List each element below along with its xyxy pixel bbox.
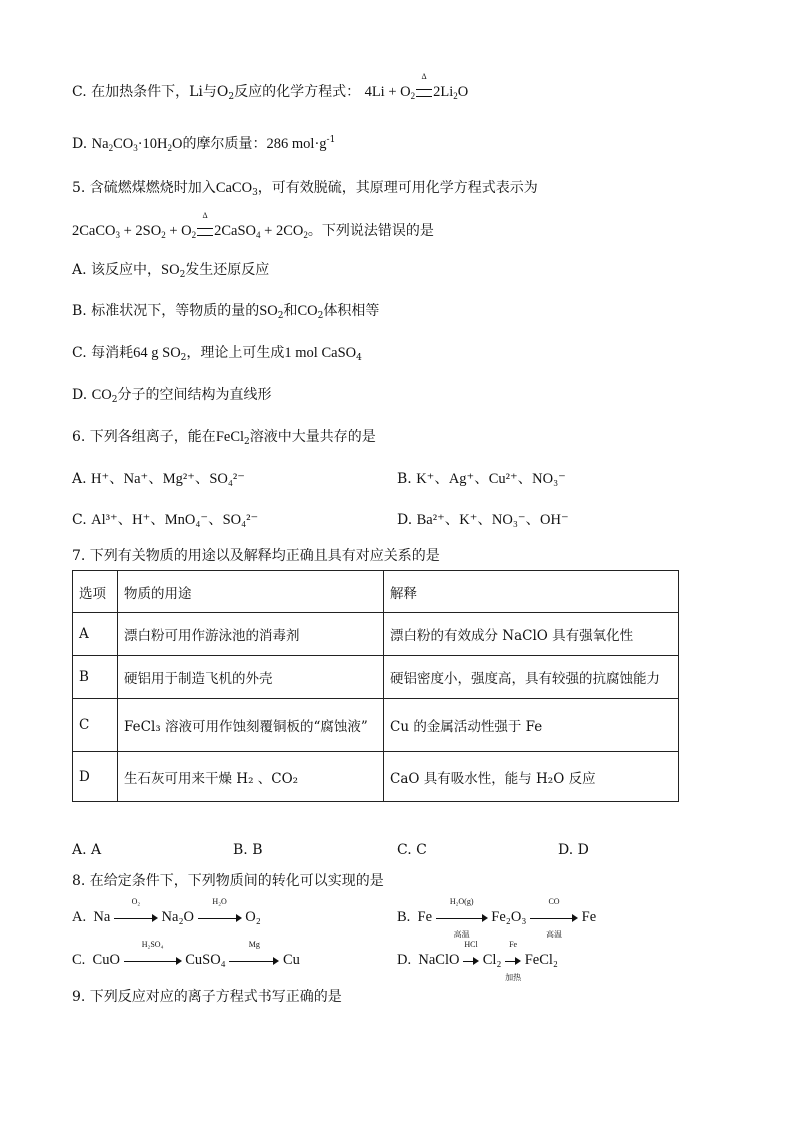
- formula: CO: [91, 387, 112, 403]
- formula: [92, 136, 183, 152]
- subscript: 4: [256, 230, 261, 240]
- table-cell: 漂白粉可用作游泳池的消毒剂: [118, 613, 384, 656]
- species: NaClO: [418, 952, 460, 968]
- table-cell: C: [73, 699, 118, 752]
- species: FeCl₂: [524, 952, 558, 968]
- table-cell: B: [73, 656, 118, 699]
- ion-list: H⁺、Na⁺、Mg²⁺、SO₄²⁻: [91, 471, 245, 487]
- species: Fe: [417, 909, 433, 925]
- table-cell: CaO 具有吸水性，能与 H₂O 反应: [384, 752, 679, 802]
- arrow-icon: [198, 913, 242, 923]
- table-cell: D: [73, 752, 118, 802]
- subscript: 2: [410, 91, 416, 101]
- option-text: 的摩尔质量：: [182, 136, 267, 152]
- arrow-icon: [530, 913, 578, 923]
- equation: [364, 71, 469, 101]
- option-label: C.: [72, 512, 87, 528]
- condition-top: O₂: [131, 896, 141, 906]
- subscript: 2: [180, 353, 187, 363]
- stem-text: 。下列说法错误的是: [307, 223, 434, 239]
- formula-part: O: [172, 136, 183, 152]
- subscript: 2: [453, 91, 458, 101]
- arrow-icon: [124, 956, 182, 966]
- subscript: 2: [228, 92, 235, 102]
- arrow-icon: [463, 956, 479, 966]
- eq-part: 2CaCO: [72, 223, 116, 239]
- formula: CO: [297, 303, 318, 319]
- q6-option-c: [72, 510, 258, 530]
- ion-list: Al³⁺、H⁺、MnO₄⁻、SO₄²⁻: [91, 512, 259, 528]
- q7-table: [72, 570, 679, 802]
- reaction-condition: [415, 71, 433, 103]
- q7-answer-b: B. B: [233, 842, 263, 858]
- species: Fe₂O₃: [491, 909, 527, 925]
- table-cell: Cu 的金属活动性强于 Fe: [384, 699, 679, 752]
- q7-answer-c: C. C: [397, 842, 427, 858]
- arrow-icon: [229, 956, 279, 966]
- question-8-stem: [72, 871, 384, 891]
- formula: FeCl: [215, 429, 245, 445]
- species: Cl₂: [482, 952, 502, 968]
- q5-option-d: [72, 385, 272, 405]
- eq-right: 2Li: [433, 84, 454, 100]
- option-c-heating-li: [72, 71, 469, 103]
- formula-part: CO: [113, 136, 134, 152]
- subscript: 3: [252, 188, 258, 198]
- option-label: A.: [72, 262, 87, 278]
- option-label: D.: [397, 952, 412, 968]
- species: CuO: [92, 952, 120, 968]
- question-5-stem: [72, 178, 538, 198]
- option-label: D.: [397, 512, 413, 528]
- formula: SO: [259, 303, 278, 319]
- condition-top: H₂O(g): [449, 896, 474, 906]
- condition-top: Δ: [202, 210, 208, 220]
- ion-list: K⁺、Ag⁺、Cu²⁺、NO₃⁻: [416, 471, 566, 487]
- species: CuSO₄: [185, 952, 226, 968]
- arrow-icon: [505, 956, 521, 966]
- condition-top: H₂O: [212, 896, 227, 906]
- formula: SO: [161, 262, 180, 278]
- option-label: D.: [72, 136, 88, 152]
- equals-sign: [416, 89, 432, 97]
- conversion-arrow: [436, 896, 488, 939]
- q6-option-a: [72, 469, 245, 489]
- option-label: B.: [397, 909, 411, 925]
- condition-top: CO: [548, 896, 560, 906]
- eq-part: + 2SO: [120, 223, 162, 239]
- stem-text: 5. 含硫燃煤燃烧时加入: [72, 180, 216, 196]
- species: Fe: [581, 909, 597, 925]
- formula: CaCO: [215, 180, 253, 196]
- conversion-arrow: [114, 896, 158, 928]
- condition-bottom: 加热: [505, 972, 522, 982]
- q6-option-d: [397, 510, 569, 530]
- q5-option-c: [72, 343, 362, 363]
- eq-part: 2CaSO: [214, 223, 257, 239]
- subscript: 2: [111, 395, 118, 405]
- eq-left: 4Li + O: [364, 84, 411, 100]
- table-row: [73, 752, 679, 802]
- subscript: 2: [244, 437, 250, 447]
- conversion-arrow: [198, 896, 242, 928]
- table-cell: A: [73, 613, 118, 656]
- table-cell: FeCl₃ 溶液可用作蚀刻覆铜板的“腐蚀液”: [118, 699, 384, 752]
- equals-sign: [197, 228, 213, 236]
- formula: 1 mol CaSO: [284, 345, 357, 361]
- q8-option-d: [397, 939, 558, 982]
- subscript: 2: [191, 230, 197, 240]
- subscript: 2: [317, 311, 324, 321]
- table-header: 解释: [384, 571, 679, 613]
- table-cell: 漂白粉的有效成分 NaClO 具有强氧化性: [384, 613, 679, 656]
- option-label: B.: [72, 303, 87, 319]
- species: O₂: [245, 909, 261, 925]
- eq-part: + 2CO: [260, 223, 304, 239]
- q8-option-b: [397, 896, 597, 939]
- conversion-arrow: [124, 939, 182, 971]
- value: 286 mol·g: [266, 136, 327, 152]
- question-9-stem: [72, 987, 342, 1007]
- condition-bottom: 高温: [546, 929, 563, 939]
- table-cell: 硬铝密度小，强度高，具有较强的抗腐蚀能力: [384, 656, 679, 699]
- option-label: C.: [72, 345, 87, 361]
- option-text: 该反应中，: [91, 262, 162, 278]
- q5-option-b: [72, 301, 379, 321]
- table-header: 选项: [73, 571, 118, 613]
- option-label: A.: [72, 471, 87, 487]
- subscript: 3: [115, 230, 120, 240]
- subscript: 2: [179, 270, 186, 280]
- option-label: A.: [72, 909, 87, 925]
- conversion-arrow: [463, 939, 479, 971]
- question-6-stem: [72, 427, 376, 447]
- eq-part: + O: [165, 223, 192, 239]
- arrow-icon: [114, 913, 158, 923]
- q8-option-a: [72, 896, 261, 928]
- option-text: ，理论上可生成: [186, 345, 285, 361]
- condition-top: Fe: [509, 939, 518, 949]
- option-label: C.: [72, 952, 86, 968]
- option-text: 体积相等: [323, 303, 380, 319]
- q7-answer-a: A. A: [72, 842, 102, 858]
- subscript: 2: [277, 311, 284, 321]
- option-text: 发生还原反应: [185, 262, 270, 278]
- subscript: 2: [167, 143, 173, 153]
- question-5-equation: [72, 210, 434, 242]
- condition-top: Δ: [421, 71, 427, 81]
- table-cell: 硬铝用于制造飞机的外壳: [118, 656, 384, 699]
- formula: 64 g SO: [133, 345, 181, 361]
- equation: [72, 210, 308, 240]
- species: Cu: [282, 952, 300, 968]
- arrow-icon: [436, 913, 488, 923]
- reaction-condition: [196, 210, 214, 242]
- condition-top: HCl: [464, 939, 478, 949]
- q5-option-a: [72, 260, 269, 280]
- condition-top: H₂SO₄: [141, 939, 164, 949]
- stem-text: 9. 下列反应对应的离子方程式书写正确的是: [72, 989, 342, 1005]
- superscript: -1: [326, 135, 336, 145]
- option-text: 每消耗: [91, 345, 134, 361]
- table-header-row: [73, 571, 679, 613]
- stem-text: 7. 下列有关物质的用途以及解释均正确且具有对应关系的是: [72, 548, 440, 564]
- option-text: 和: [283, 303, 298, 319]
- option-label: D.: [72, 387, 88, 403]
- conversion-arrow: [229, 939, 279, 971]
- formula-part: Na: [91, 136, 109, 152]
- option-text: 标准状况下，等物质的量的: [91, 303, 260, 319]
- q7-answer-d: D. D: [558, 842, 589, 858]
- species: Na: [93, 909, 111, 925]
- stem-text: 6. 下列各组离子，能在: [72, 429, 216, 445]
- stem-text: ，可有效脱硫，其原理可用化学方程式表示为: [257, 180, 538, 196]
- condition-bottom: 高温: [453, 929, 470, 939]
- subscript: 3: [133, 143, 138, 153]
- q6-option-b: [397, 469, 566, 489]
- condition-top: Mg: [248, 939, 260, 949]
- eq-right-tail: O: [457, 84, 469, 100]
- conversion-arrow: [505, 939, 522, 982]
- formula-part: ·10H: [137, 136, 168, 152]
- option-text: 反应的化学方程式：: [234, 84, 361, 100]
- table-row: [73, 699, 679, 752]
- table-row: [73, 656, 679, 699]
- ion-list: Ba²⁺、K⁺、NO₃⁻、OH⁻: [416, 512, 569, 528]
- question-7-stem: [72, 546, 440, 566]
- option-text: 分子的空间结构为直线形: [117, 387, 272, 403]
- table-row: [73, 613, 679, 656]
- table-cell: 生石灰可用来干燥 H₂ 、CO₂: [118, 752, 384, 802]
- stem-text: 8. 在给定条件下，下列物质间的转化可以实现的是: [72, 873, 384, 889]
- subscript: 2: [161, 230, 166, 240]
- subscript: 2: [108, 143, 114, 153]
- conversion-arrow: [530, 896, 578, 939]
- table-header: 物质的用途: [118, 571, 384, 613]
- option-d-molar-mass: [72, 134, 335, 154]
- option-label: C.: [72, 84, 87, 100]
- q8-option-c: [72, 939, 300, 971]
- subscript: 2: [303, 230, 308, 240]
- subscript: 4: [356, 353, 362, 363]
- option-text: 在加热条件下，Li与O: [91, 84, 229, 100]
- option-label: B.: [397, 471, 412, 487]
- stem-text: 溶液中大量共存的是: [249, 429, 376, 445]
- species: Na₂O: [161, 909, 194, 925]
